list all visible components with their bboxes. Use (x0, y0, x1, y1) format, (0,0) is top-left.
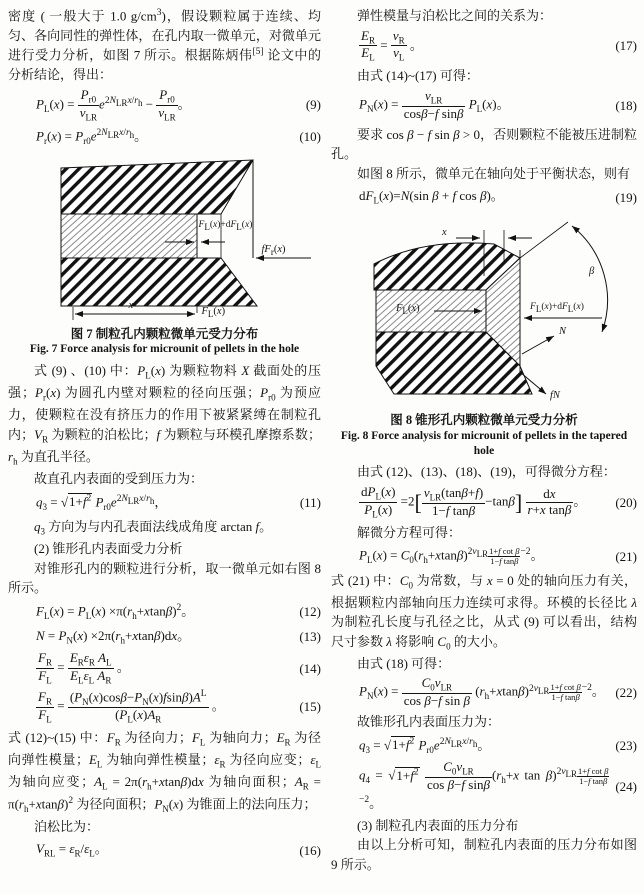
paragraph: 对锥形孔内的颗粒进行分析，取一微单元如右图 8 所示。 (8, 560, 321, 596)
fig7-label-force-sum: $F_L(x)+dF_L(x)$ (198, 219, 253, 232)
equation-20 (331, 485, 637, 520)
equation-body: $F_L(x) = P_L(x) \times\pi(r_h+xtan\beta)^2$。 (36, 602, 195, 621)
right-column (331, 6, 637, 874)
equation-number: (20) (615, 494, 637, 510)
figure-7-caption (8, 326, 321, 357)
fig7-label-friction-force: $fF_r(x)$ (261, 243, 286, 258)
paragraph: 密度 ( 一般大于 1.0 $g/cm^3$)，假设颗粒属于连续、均匀、各向同性的弹性体，在孔内取一微单元，对微单元进行受力分析，如图 7 所示。根据陈炳伟[5] 论文中的分析结论，得出： (8, 8, 321, 83)
figure-7-caption-cn: 图 7 制粒孔内颗粒微单元受力分布 (70, 326, 259, 341)
paragraph: 由以上分析可知，制粒孔内表面的压力分布如图 9 所示。 (331, 837, 637, 872)
left-column (8, 6, 321, 864)
equation-body: $P_N(x)$ = $\frac{\nu_{LR}}{\text{cosβ−f sinβ}}$ $P_L(x)$。 (359, 87, 510, 121)
equation-number: (13) (299, 629, 321, 645)
fig8-label-friction-force: fN (550, 390, 560, 402)
equation-number: (23) (615, 738, 637, 754)
figure-8-diagram (334, 214, 634, 410)
equation-23 (331, 735, 637, 757)
equation-body: $\frac{F_R}{F_L}$ = $\frac{E_R\varepsilon_R A_L}{E_L\varepsilon_L A_R}$ 。 (38, 650, 130, 686)
equation-16 (8, 839, 321, 861)
figure-7 (8, 154, 321, 357)
equation-18 (331, 89, 637, 122)
die-upper-block (61, 160, 253, 214)
fig7-svg (15, 154, 315, 324)
paragraph: (3) 制粒孔内表面的压力分布 (357, 817, 519, 833)
fig8-label-force-sum: $F_L(x)+dF_L(x)$ (530, 302, 584, 315)
equation-body: $q_3 = √1+f^2$ $P_{r0}e^{2N_{LR}x/r_h}$。 (359, 736, 491, 755)
pellet-material (61, 214, 197, 258)
paragraph: 泊松比为： (34, 818, 100, 834)
fig8-label-x-dimension: x (442, 227, 447, 239)
equation-body: $P_N(x)$ = $\frac{C_0\nu_{LR}}{\text{cos β−f sin β}}$ $(r_h+xtan\beta)^{2\nu_{LR}}$ $\frac{\text{1+f cot β}}{\text{1−f tanβ}}$ $^{-2}$。 (359, 675, 605, 709)
figure-8-caption-en: Fig. 8 Force analysis for microunit of pellets in the tapered hole (340, 429, 628, 457)
equation-9 (8, 88, 321, 123)
equation-body: $q_4 = √1+f^2$ $\frac{C_0\nu_{LR}}{\text{cos β−f sinβ}}$ ($r_h+x$ tan β)$^{2\nu_{LR}}$ $\frac{\text{1+f cot β}}{\text{1−f tanβ}}$ $^{-2}$。 (359, 759, 609, 811)
equation-body: $V_{RL} = \varepsilon_R/\varepsilon_L$。 (36, 841, 108, 859)
figure-8-caption (331, 412, 637, 458)
paragraph: 要求 cos β − f sin β > 0，否则颗粒不能被压进制粒孔。 (331, 126, 637, 162)
equation-number: (22) (615, 685, 637, 701)
equation-body: $dF_L(x)=N(\sin$ β + f cos β)。 (359, 188, 504, 206)
paragraph: 式 (21) 中：$C_0$ 为常数，与 x = 0 处的轴向压力有关，根据颗粒内部轴向压力连续可求得。环模的长径比 λ 为制粒孔长度与孔径之比，从式 (9) 可以看出，结构尺寸参数 λ 将影响 $C_0$ 的大小。 (331, 572, 637, 652)
cone-face-extension-line (520, 222, 568, 258)
paragraph: 弹性模量与泊松比之间的关系为： (357, 8, 553, 23)
equation-14 (8, 651, 321, 686)
beta-angle-arc (572, 226, 608, 332)
fig7-label-x-dimension: x (128, 299, 134, 311)
equation-body: $N = P_N(x) \times 2\pi(r_h+xtan\beta)dx$。 (36, 627, 191, 646)
equation-number: (19) (615, 189, 637, 205)
fig8-label-normal-force: N (559, 326, 567, 338)
equation-24 (331, 760, 637, 813)
equation-11 (8, 492, 321, 514)
equation-21 (331, 545, 637, 567)
equation-body: $P_L(x) = C_0(r_h+xtan\beta)^{2\nu_{LR}}$ $\frac{\text{1+f cot β}}{\text{1−f tanβ}}$ $^{-2}$。 (359, 546, 544, 567)
equation-number: (11) (299, 494, 321, 510)
equation-body: $q_3 = √1+f^2$ $P_{r0}e^{2N_{LR}x/r_h}$， (36, 493, 168, 512)
equation-12 (8, 601, 321, 623)
equation-17 (331, 29, 637, 64)
paragraph: 故锥形孔内表面压力为： (357, 714, 501, 730)
equation-10 (8, 126, 321, 148)
die-lower-block (61, 258, 257, 306)
equation-number: (21) (615, 548, 637, 564)
paragraph: (2) 锥形孔内表面受力分析 (34, 541, 183, 557)
paragraph: 由式 (18) 可得： (357, 655, 451, 671)
equation-number: (12) (299, 603, 321, 619)
equation-body: $P_L(x)$ = $\frac{P_{r0}}{\nu_{LR}}$ $e^{2N_{LR}x/r_h}$ − $\frac{P_{r0}}{\nu_{LR}}$ 。 (36, 86, 191, 123)
equation-number: (9) (305, 97, 321, 113)
equation-number: (10) (299, 128, 321, 144)
equation-number: (15) (299, 699, 321, 715)
equation-number: (16) (299, 842, 321, 858)
equation-body: $\frac{F_R}{F_L}$ = $\frac{(P_N(x)\cos\beta-P_N(x)fsin\beta)A^L}{(P_L(x)A_R}$ 。 (38, 688, 225, 725)
equation-number: (24) (615, 778, 637, 794)
equation-13 (8, 626, 321, 648)
fig8-label-axial-force: $F_L(x)$ (396, 303, 420, 317)
paragraph: 式 (12)~(15) 中：$F_R$ 为径向力；$F_L$ 为轴向力；$E_R$ 为径向弹性模量；$E_L$ 为轴向弹性模量；$\varepsilon_R$ 为径向应变；$\varepsilon_L$ 为轴向应变；$A_L = 2\pi(r_h+xtan\beta)dx$ 为轴向面积；$A_R = \pi(r_h+xtan\beta)^2$ 为径向面积；$P_N(x)$ 为锥面上的法向压力； (8, 730, 321, 815)
paragraph: 式 (9) 、(10) 中：$P_L(x)$ 为颗粒物料 X 截面处的压强；$P_r(x)$ 为圆孔内壁对颗粒的径向压强；$P_{r0}$ 为预应力，使颗粒在没有挤压力的作用下被紧紧缚在制粒孔内；$V_R$ 为颗粒的泊松比；f 为颗粒与环模孔摩擦系数；$r_h$ 为直孔半径。 (8, 363, 321, 467)
equation-number: (17) (615, 38, 637, 54)
paragraph: 解微分方程可得： (357, 524, 462, 540)
paragraph: 故直孔内表面的受到压力为： (34, 471, 204, 487)
paragraph: $q_3$ 方向为与内孔表面法线成角度 arctan f。 (34, 518, 273, 537)
paragraph: 由式 (14)~(17) 可得： (357, 68, 479, 84)
equation-22 (331, 676, 637, 709)
figure-7-diagram (15, 154, 315, 324)
equation-body: $P_r(x) = P_{r0}e^{2N_{LR}x/r_h}$。 (36, 127, 148, 146)
equation-number: (18) (615, 97, 637, 113)
equation-number: (14) (299, 660, 321, 676)
paragraph: 如图 8 所示，微单元在轴向处于平衡状态，则有 (357, 165, 631, 181)
figure-7-caption-en: Fig. 7 Force analysis for microunit of pellets in the hole (29, 343, 300, 356)
fig8-label-beta-angle: β (589, 266, 595, 278)
equation-15 (8, 689, 321, 725)
equation-19 (331, 186, 637, 208)
normal-force-arrow (522, 336, 554, 354)
equation-body: $\frac{E_R}{E_L}$ = $\frac{\nu_R}{\nu_L}$ 。 (361, 27, 423, 64)
figure-8 (331, 214, 637, 458)
fig7-label-axial-force: $F_L(x)$ (201, 305, 226, 320)
paragraph: 由式 (12)、(13)、(18)、(19)，可得微分方程： (357, 464, 616, 480)
fig8-svg (334, 214, 634, 410)
equation-body: $\frac{dP_L(x)}{P_L(x)}$ =2[ $\frac{\nu_{LR}(\tan\beta+f)}{\text{1−f tanβ}}$ −tanβ] $\frac{dx}{\text{r+x tanβ}}$ 。 (361, 483, 587, 520)
figure-8-caption-cn: 图 8 锥形孔内颗粒微单元受力分析 (390, 413, 578, 428)
